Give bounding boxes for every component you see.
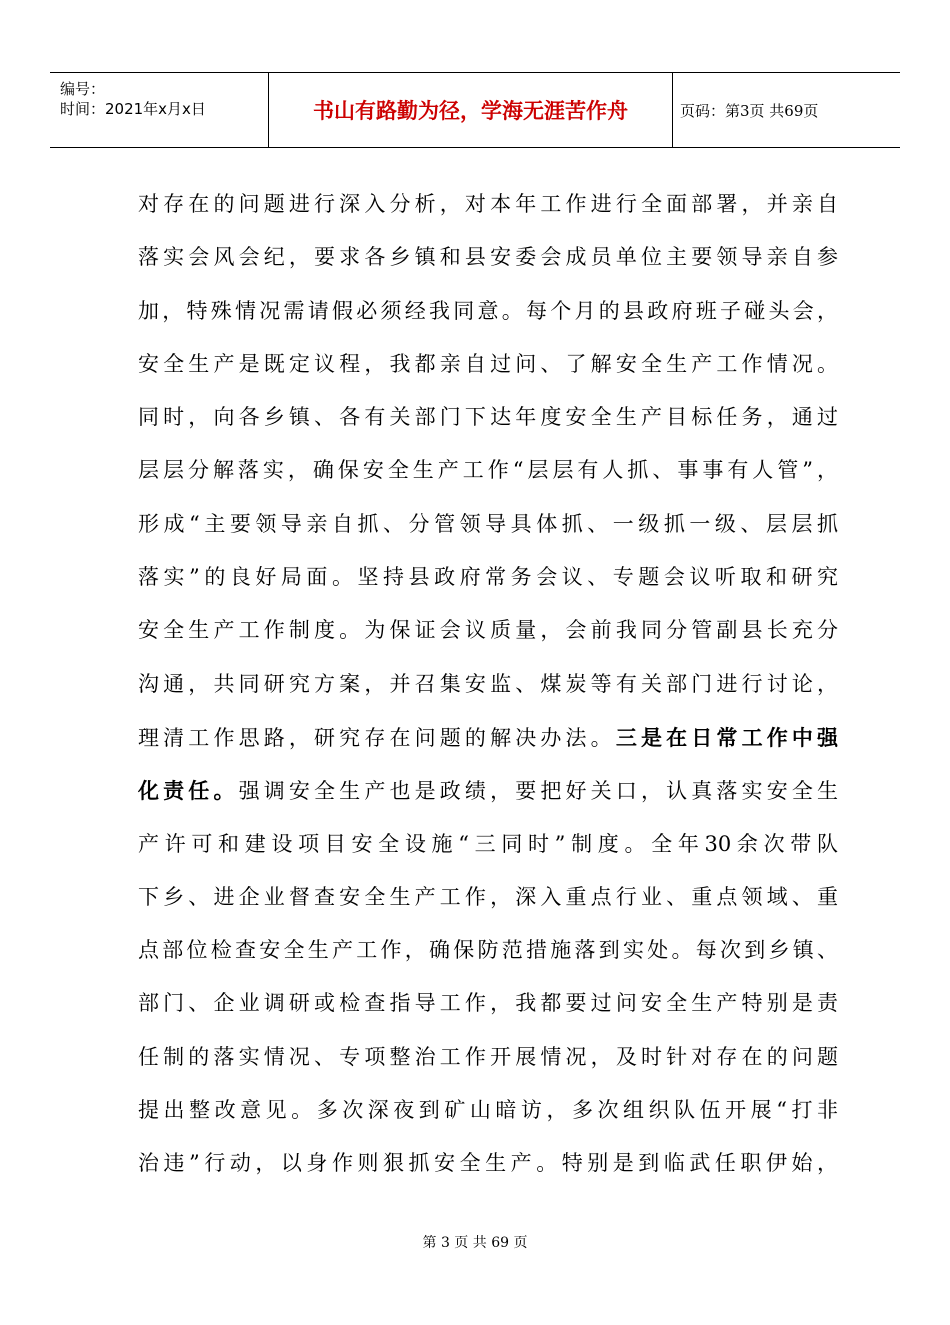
bold-heading: 三是在日常工作中强	[615, 724, 839, 750]
header-page-info: 页码：第3页 共69页	[680, 101, 819, 120]
text-line: 形成“主要领导亲自抓、分管领导具体抓、一级抓一级、层层抓	[138, 511, 838, 536]
document-number-label: 编号：	[60, 80, 106, 98]
text-line: 下乡、进企业督查安全生产工作，深入重点行业、重点领域、重	[138, 884, 838, 909]
text-line-mixed	[138, 764, 838, 817]
text-line: 落实”的良好局面。坚持县政府常务会议、专题会议听取和研究	[138, 565, 838, 590]
header-motto: 书山有路勤为径，学海无涯苦作舟	[313, 99, 628, 123]
text-line: 安全生产是既定议程，我都亲自过问、了解安全生产工作情况。	[138, 351, 838, 376]
text-line: 安全生产工作制度。为保证会议质量，会前我同分管副县长充分	[138, 618, 838, 643]
text-segment: 强调安全生产也是政绩，要把好关口，认真落实安全生	[238, 779, 838, 804]
text-line: 加，特殊情况需请假必须经我同意。每个月的县政府班子碰头会，	[138, 298, 838, 323]
text-line: 点部位检查安全生产工作，确保防范措施落到实处。每次到乡镇、	[138, 938, 838, 963]
text-line: 提出整改意见。多次深夜到矿山暗访，多次组织队伍开展“打非	[138, 1098, 838, 1123]
page-header	[50, 72, 900, 148]
text-line: 同时，向各乡镇、各有关部门下达年度安全生产目标任务，通过	[138, 405, 838, 430]
page-footer: 第 3 页 共 69 页	[422, 1235, 528, 1251]
document-date: 时间：2021年x月x日	[60, 100, 206, 118]
bold-heading: 化责任。	[138, 778, 239, 804]
text-line: 沟通，共同研究方案，并召集安监、煤炭等有关部门进行讨论，	[138, 671, 838, 696]
text-line: 部门、企业调研或检查指导工作，我都要过问安全生产特别是责	[138, 991, 838, 1016]
text-line: 落实会风会纪，要求各乡镇和县安委会成员单位主要领导亲自参	[138, 245, 838, 270]
text-line: 任制的落实情况、专项整治工作开展情况，及时针对存在的问题	[138, 1044, 838, 1069]
document-body	[138, 178, 838, 1191]
text-line: 对存在的问题进行深入分析，对本年工作进行全面部署，并亲自	[138, 192, 838, 216]
text-line: 产许可和建设项目安全设施“三同时”制度。全年30余次带队	[138, 831, 838, 856]
text-segment: 理清工作思路，研究存在问题的解决办法。	[138, 725, 616, 750]
header-divider	[672, 73, 673, 147]
text-line-mixed	[138, 711, 838, 764]
text-line: 层层分解落实，确保安全生产工作“层层有人抓、事事有人管”，	[138, 458, 838, 483]
text-line: 治违”行动，以身作则狠抓安全生产。特别是到临武任职伊始，	[138, 1151, 838, 1176]
header-meta	[60, 79, 270, 119]
